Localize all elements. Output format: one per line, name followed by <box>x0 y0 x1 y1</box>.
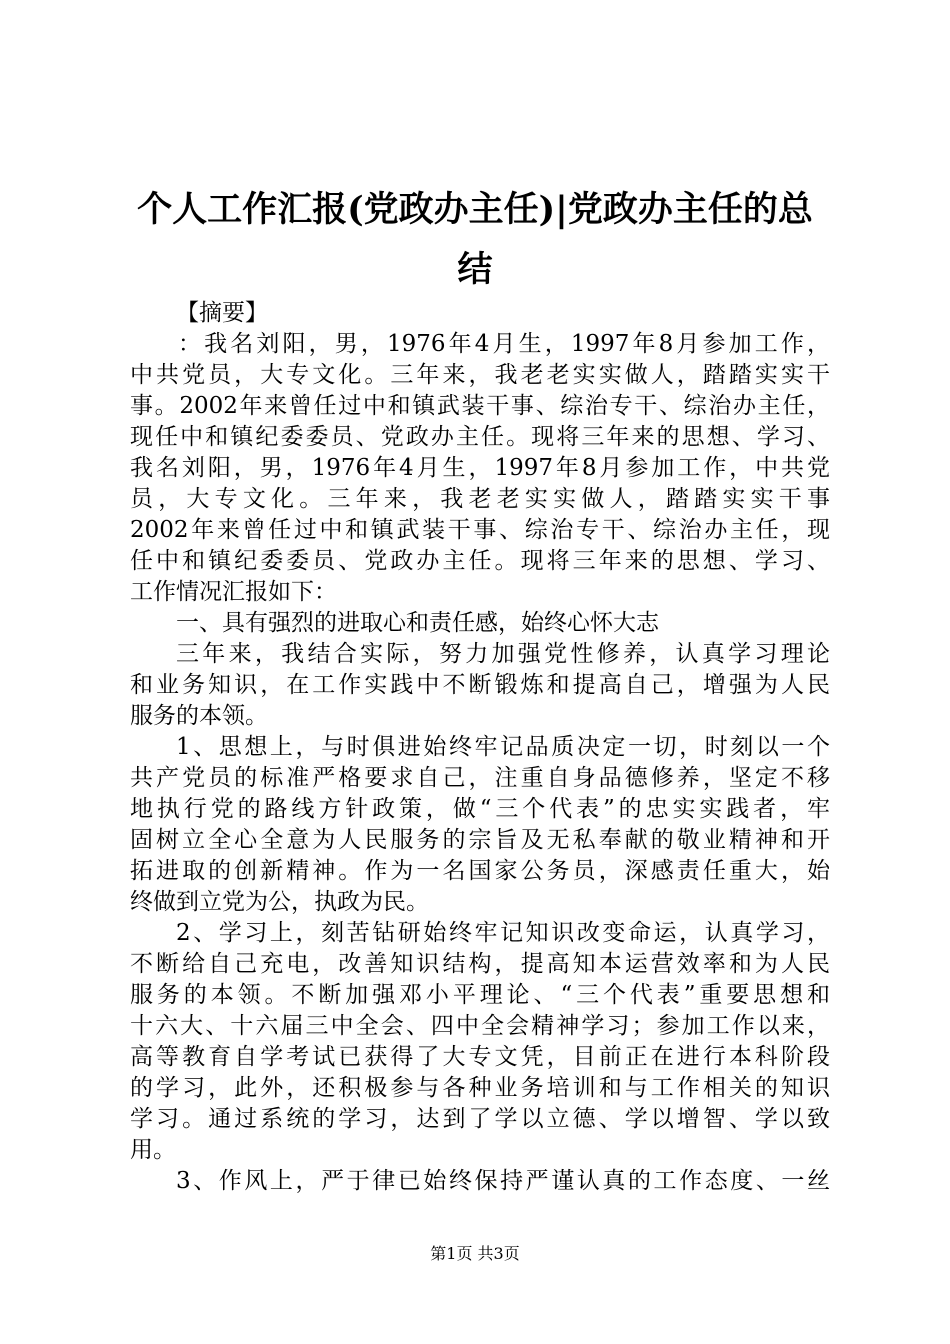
body-line: 【摘要】 <box>176 300 268 326</box>
body-line: 服务的本领。 <box>130 703 268 729</box>
body-line: 拓进取的创新精神。作为一名国家公务员，深感责任重大，始 <box>130 858 830 884</box>
body-line: 高等教育自学考试已获得了大专文凭，目前正在进行本科阶段 <box>130 1044 830 1070</box>
body-line: 的学习，此外，还积极参与各种业务培训和与工作相关的知识 <box>130 1075 830 1101</box>
body-line: 工作情况汇报如下： <box>130 579 337 605</box>
body-line: 共产党员的标准严格要求自己，注重自身品德修养，坚定不移 <box>130 765 830 791</box>
body-line: 任中和镇纪委委员、党政办主任。现将三年来的思想、学习、 <box>130 548 830 574</box>
body-line: 3、作风上，严于律已始终保持严谨认真的工作态度、一丝 <box>176 1168 830 1194</box>
body-line: 中共党员，大专文化。三年来，我老老实实做人，踏踏实实干 <box>130 362 830 388</box>
body-line: 三年来，我结合实际，努力加强党性修养，认真学习理论 <box>176 641 830 667</box>
body-line: 用。 <box>130 1137 176 1163</box>
body-line: 2、学习上，刻苦钻研始终牢记知识改变命运，认真学习， <box>176 920 830 946</box>
body-line: 服务的本领。不断加强邓小平理论、“三个代表”重要思想和 <box>130 982 830 1008</box>
page-footer: 第1页 共3页 <box>430 1244 520 1263</box>
body-line: 现任中和镇纪委委员、党政办主任。现将三年来的思想、学习、 <box>130 424 830 450</box>
body-line: 1、思想上，与时俱进始终牢记品质决定一切，时刻以一个 <box>176 734 830 760</box>
document-title-line-2: 结 <box>457 249 493 290</box>
body-line: 和业务知识，在工作实践中不断锻炼和提高自己，增强为人民 <box>130 672 830 698</box>
body-line: 我名刘阳，男，1976年4月生，1997年8月参加工作，中共党 <box>130 455 830 481</box>
body-line: 一、具有强烈的进取心和责任感，始终心怀大志 <box>176 610 659 636</box>
body-line: 2002年来曾任过中和镇武装干事、综治专干、综治办主任，现 <box>130 517 830 543</box>
document-body <box>130 298 830 1197</box>
body-line: 事。2002年来曾任过中和镇武装干事、综治专干、综治办主任， <box>130 393 830 419</box>
body-line: 学习。通过系统的学习，达到了学以立德、学以增智、学以致 <box>130 1106 830 1132</box>
body-line: 员，大专文化。三年来，我老老实实做人，踏踏实实干事 <box>130 486 830 512</box>
body-line: 十六大、十六届三中全会、四中全会精神学习；参加工作以来， <box>130 1013 830 1039</box>
body-line: ：我名刘阳，男，1976年4月生，1997年8月参加工作， <box>178 331 830 357</box>
body-line: 终做到立党为公，执政为民。 <box>130 889 429 915</box>
body-line: 固树立全心全意为人民服务的宗旨及无私奉献的敬业精神和开 <box>130 827 830 853</box>
body-line: 地执行党的路线方针政策，做“三个代表”的忠实实践者，牢 <box>130 796 830 822</box>
document-title-line-1: 个人工作汇报(党政办主任)|党政办主任的总 <box>137 189 813 230</box>
body-line: 不断给自己充电，改善知识结构，提高知本运营效率和为人民 <box>130 951 830 977</box>
